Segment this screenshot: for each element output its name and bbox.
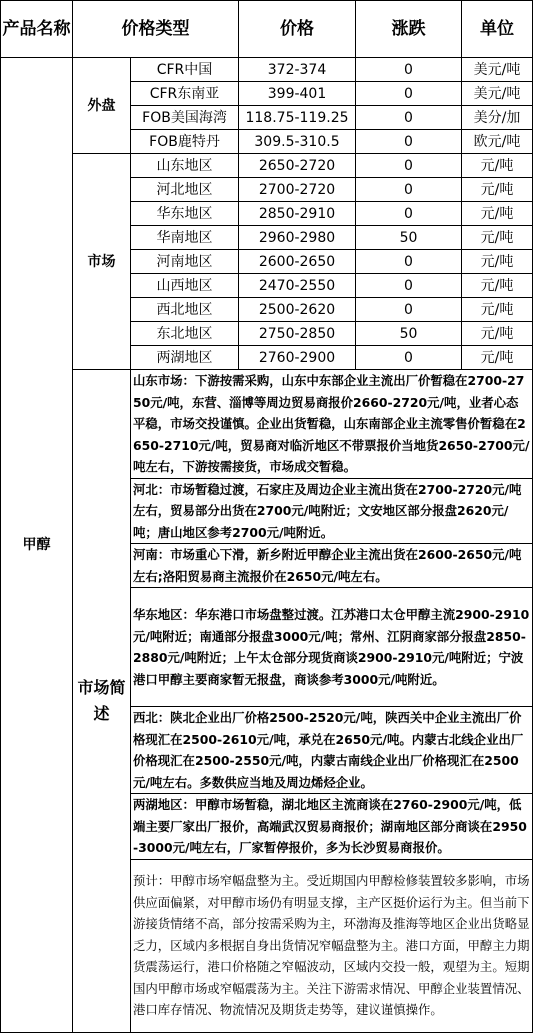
price-type-cell: 两湖地区 (131, 346, 239, 370)
change-cell: 0 (356, 58, 462, 82)
header-unit: 单位 (462, 1, 533, 58)
price-cell: 2470-2550 (239, 274, 356, 298)
group-market: 市场 (73, 154, 131, 370)
change-cell: 0 (356, 178, 462, 202)
change-cell: 0 (356, 106, 462, 130)
change-cell: 0 (356, 274, 462, 298)
change-cell: 0 (356, 130, 462, 154)
product-name-cell: 甲醇 (1, 58, 73, 1033)
price-type-cell: 山东地区 (131, 154, 239, 178)
price-cell: 372-374 (239, 58, 356, 82)
unit-cell: 元/吨 (462, 322, 533, 346)
price-cell: 309.5-310.5 (239, 130, 356, 154)
header-price: 价格 (239, 1, 356, 58)
change-cell: 50 (356, 226, 462, 250)
price-type-cell: 华东地区 (131, 202, 239, 226)
change-cell: 0 (356, 346, 462, 370)
price-type-cell: FOB鹿特丹 (131, 130, 239, 154)
price-cell: 2500-2620 (239, 298, 356, 322)
group-overseas: 外盘 (73, 58, 131, 154)
unit-cell: 元/吨 (462, 298, 533, 322)
market-note: 河北：市场暂稳过渡，石家庄及周边企业主流出货在2700-2720元/吨左右，贸易部分出货在2700元/吨附近；文安地区部分报盘2620元/吨；唐山地区参考2700元/吨附近。 (131, 478, 533, 544)
price-type-cell: FOB美国海湾 (131, 106, 239, 130)
price-cell: 2600-2650 (239, 250, 356, 274)
price-type-cell: CFR东南亚 (131, 82, 239, 106)
note-row (1, 370, 533, 479)
price-cell: 2750-2850 (239, 322, 356, 346)
table-row (1, 58, 533, 82)
header-price-type: 价格类型 (73, 1, 239, 58)
market-note: 两湖地区：甲醇市场暂稳，湖北地区主流商谈在2760-2900元/吨，低端主要厂家出厂报价，高端武汉贸易商报价；湖南地区部分商谈在2950-3000元/吨左右，厂家暂停报价，多为长沙贸易商报价。 (131, 794, 533, 860)
table-row (1, 154, 533, 178)
market-note: 河南：市场重心下滑，新乡附近甲醇企业主流出货在2600-2650元/吨左右;洛阳贸易商主流报价在2650元/吨左右。 (131, 544, 533, 588)
unit-cell: 美元/吨 (462, 82, 533, 106)
price-cell: 2650-2720 (239, 154, 356, 178)
group-market-brief: 市场简述 (73, 370, 131, 1033)
header-row (1, 1, 533, 58)
unit-cell: 美元/吨 (462, 58, 533, 82)
unit-cell: 元/吨 (462, 178, 533, 202)
price-type-cell: 华南地区 (131, 226, 239, 250)
market-note: 华东地区：华东港口市场盘整过渡。江苏港口太仓甲醇主流2900-2910元/吨附近；南通部分报盘3000元/吨；常州、江阴商家部分报盘2850-2880元/吨附近；上午太仓部分现货商谈2900-2910元/吨附近；宁波港口甲醇主要商家暂无报盘，商谈参考3000元/吨附近。 (131, 588, 533, 707)
price-type-cell: 河北地区 (131, 178, 239, 202)
price-cell: 2960-2980 (239, 226, 356, 250)
unit-cell: 元/吨 (462, 250, 533, 274)
unit-cell: 元/吨 (462, 346, 533, 370)
price-type-cell: 西北地区 (131, 298, 239, 322)
header-change: 涨跌 (356, 1, 462, 58)
price-type-cell: 河南地区 (131, 250, 239, 274)
unit-cell: 美分/加 (462, 106, 533, 130)
change-cell: 0 (356, 298, 462, 322)
unit-cell: 元/吨 (462, 202, 533, 226)
market-note: 预计：甲醇市场窄幅盘整为主。受近期国内甲醇检修装置较多影响，市场供应面偏紧，对甲醇市场仍有明显支撑，主产区挺价运行为主。但当前下游接货情绪不高，部分按需采购为主，环渤海及推海等地区企业出货略显乏力，区域内多根据自身出货情况窄幅盘整为主。港口方面，甲醇主力期货震荡运行，港口价格随之窄幅波动，区域内交投一般，观望为主。短期国内甲醇市场或窄幅震荡为主。关注下游需求情况、甲醇企业装置情况、港口库存情况、物流情况及期货走势等，建议谨慎操作。 (131, 859, 533, 1032)
price-cell: 118.75-119.25 (239, 106, 356, 130)
price-type-cell: CFR中国 (131, 58, 239, 82)
price-cell: 399-401 (239, 82, 356, 106)
price-type-cell: 东北地区 (131, 322, 239, 346)
price-type-cell: 山西地区 (131, 274, 239, 298)
unit-cell: 欧元/吨 (462, 130, 533, 154)
market-note: 西北：陕北企业出厂价格2500-2520元/吨，陕西关中企业主流出厂价格现汇在2500-2610元/吨，承兑在2650元/吨。内蒙古北线企业出厂价格现汇在2500-2550元/吨，内蒙古南线企业出厂价格现汇在2500元/吨左右。多数供应当地及周边烯烃企业。 (131, 707, 533, 794)
unit-cell: 元/吨 (462, 154, 533, 178)
change-cell: 0 (356, 154, 462, 178)
price-cell: 2700-2720 (239, 178, 356, 202)
unit-cell: 元/吨 (462, 226, 533, 250)
market-note: 山东市场：下游按需采购，山东中东部企业主流出厂价暂稳在2700-2750元/吨，东营、淄博等周边贸易商报价2660-2720元/吨，业者心态平稳，市场交投谨慎。企业出货暂稳，山东南部企业主流零售价暂稳在2650-2710元/吨，贸易商对临沂地区不带票报价当地货2650-2700元/吨左右，下游按需接货，市场成交暂稳。 (131, 370, 533, 479)
header-product-name: 产品名称 (1, 1, 73, 58)
change-cell: 0 (356, 202, 462, 226)
unit-cell: 元/吨 (462, 274, 533, 298)
change-cell: 0 (356, 250, 462, 274)
price-cell: 2760-2900 (239, 346, 356, 370)
price-cell: 2850-2910 (239, 202, 356, 226)
change-cell: 50 (356, 322, 462, 346)
change-cell: 0 (356, 82, 462, 106)
